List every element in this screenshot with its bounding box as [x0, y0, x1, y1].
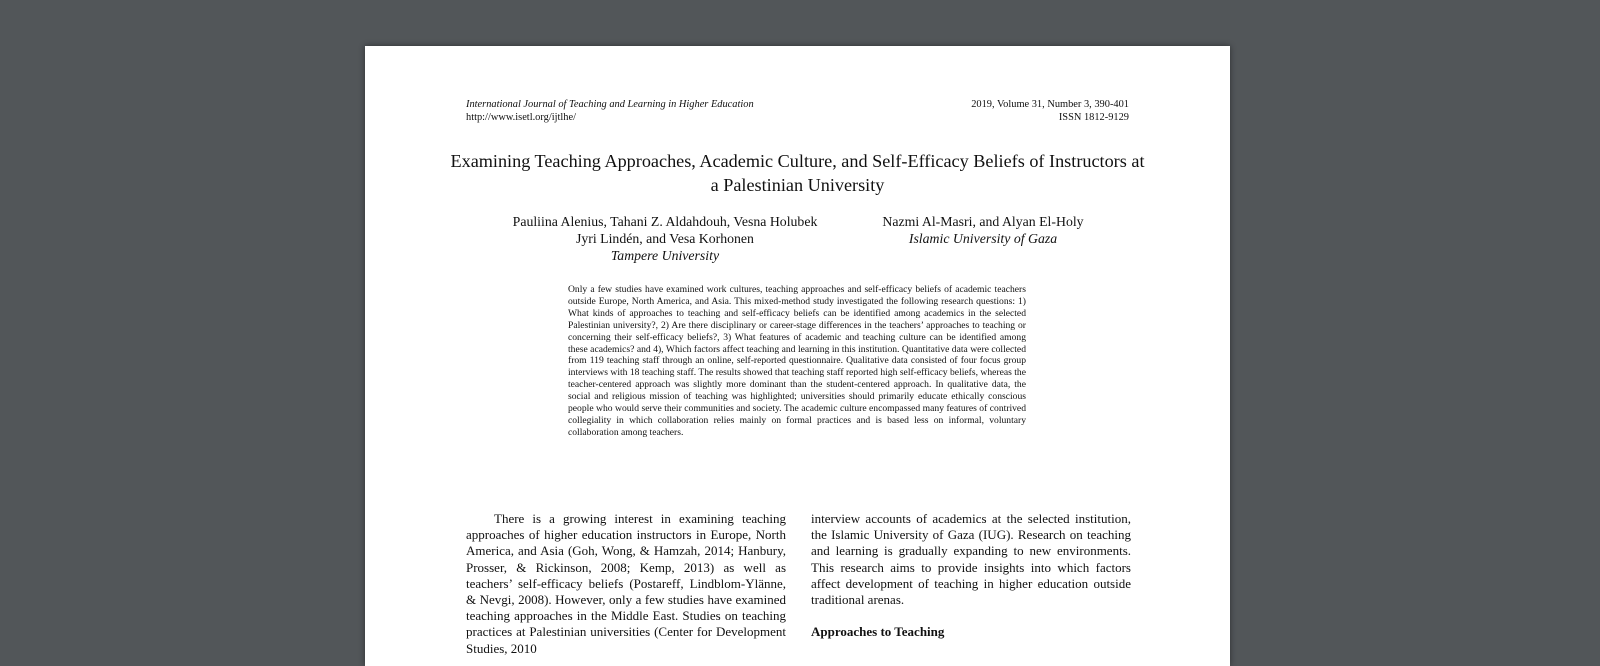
journal-url[interactable]: http://www.isetl.org/ijtlhe/	[466, 112, 576, 123]
author-group-1	[465, 213, 865, 264]
author-line-2: Jyri Lindén, and Vesa Korhonen	[576, 231, 754, 246]
issue-header	[971, 98, 1129, 124]
author-group-2	[862, 213, 1104, 247]
body-column-left	[466, 511, 786, 657]
issn: ISSN 1812-9129	[1058, 112, 1129, 123]
document-page	[365, 46, 1230, 666]
body-paragraph: interview accounts of academics at the selected institution, the Islamic University of Gaza (IUG). Research on teaching and learning is gradually expanding to new environments. This research aims to provide insights into which factors affect development of teaching in higher education outside traditional arenas.	[811, 511, 1131, 608]
author-line-3: Nazmi Al-Masri, and Alyan El-Holy	[882, 214, 1084, 229]
paper-title: Examining Teaching Approaches, Academic Culture, and Self-Efficacy Beliefs of Instructors at a Palestinian University	[450, 151, 1145, 195]
body-paragraph: There is a growing interest in examining teaching approaches of higher education instructors in Europe, North America, and Asia (Goh, Wong, & Hamzah, 2014; Hanbury, Prosser, & Rickinson, 2008; Kemp, 2013) as well as teachers’ self-efficacy beliefs (Postareff, Lindblom-Ylänne, & Nevgi, 2008). However, only a few studies have examined teaching approaches in the Middle East. Studies on teaching practices at Palestinian universities (Center for Development Studies, 2010	[466, 511, 786, 656]
affiliation-2: Islamic University of Gaza	[908, 231, 1058, 246]
affiliation-1: Tampere University	[610, 248, 720, 263]
journal-header	[466, 98, 754, 124]
section-heading: Approaches to Teaching	[811, 624, 945, 640]
journal-name: International Journal of Teaching and Learning in Higher Education	[466, 99, 754, 110]
issue-info: 2019, Volume 31, Number 3, 390-401	[971, 99, 1129, 110]
body-column-right	[811, 511, 1131, 640]
abstract: Only a few studies have examined work cultures, teaching approaches and self-efficacy beliefs of academic teachers outside Europe, North America, and Asia. This mixed-method study investigated the following research questions: 1) What kinds of approaches to teaching and self-efficacy beliefs can be identified among academics in the selected Palestinian university?, 2) Are there disciplinary or career-stage differences in the teachers’ approaches to teaching or concerning their self-efficacy beliefs?, 3) What features of academic and teaching culture can be identified among these academics? and 4), Which factors affect teaching and learning in this institution. Quantitative data were collected from 119 teaching staff through an online, self-reported questionnaire. Qualitative data consisted of four focus group interviews with 18 teaching staff. The results showed that teaching staff reported high self-efficacy beliefs, whereas the teacher-centered approach was slightly more dominant than the student-centered approach. In qualitative data, the social and religious mission of teaching was highlighted; universities should primarily educate ethically conscious people who would serve their communities and society. The academic culture encompassed many features of contrived collegiality in which collaboration relies mainly on formal practices and is based less on informal, voluntary collaboration among teachers.	[568, 284, 1026, 438]
author-line-1: Pauliina Alenius, Tahani Z. Aldahdouh, Vesna Holubek	[512, 214, 818, 229]
